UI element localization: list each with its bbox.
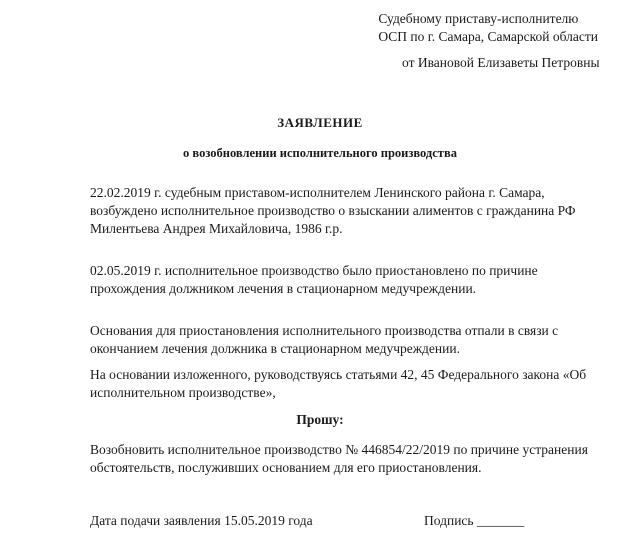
paragraph-line: прохождения должником лечения в стационарном медучреждении.	[90, 281, 477, 296]
paragraph-line: Основания для приостановления исполнительного производства отпали в связи с	[90, 323, 559, 338]
paragraph-line: исполнительном производстве»,	[90, 385, 276, 400]
paragraph	[90, 184, 610, 238]
paragraph-line: Возобновить исполнительное производство № 446854/22/2019 по причине устранения	[90, 442, 588, 457]
paragraph-line: обстоятельств, послуживших основанием для его приостановления.	[90, 460, 482, 475]
sender-line: от Ивановой Елизаветы Петровны	[402, 55, 600, 70]
paragraph-line: окончанием лечения должника в стационарном медучреждении.	[90, 341, 460, 356]
paragraph	[90, 262, 610, 298]
paragraph	[90, 441, 610, 477]
paragraph-line: 02.05.2019 г. исполнительное производство было приостановлено по причине	[90, 263, 538, 278]
paragraph-line: возбуждено исполнительное производство о взыскании алиментов с гражданина РФ	[90, 203, 576, 218]
addressee-line: ОСП по г. Самара, Самарской области	[378, 29, 598, 44]
request-heading: Прошу:	[296, 412, 344, 427]
addressee-block	[378, 10, 598, 46]
paragraph-line: 22.02.2019 г. судебным приставом-исполнителем Ленинского района г. Самара,	[90, 185, 545, 200]
submission-date: Дата подачи заявления 15.05.2019 года	[90, 513, 313, 528]
paragraph-line: На основании изложенного, руководствуясь статьями 42, 45 Федерального закона «Об	[90, 367, 587, 382]
paragraph	[90, 366, 610, 402]
paragraph-line: Милентьева Андрея Михайловича, 1986 г.р.	[90, 221, 343, 236]
signature-line: Подпись _______	[424, 513, 525, 528]
document-subtitle: о возобновлении исполнительного производства	[183, 146, 457, 160]
addressee-line: Судебному приставу-исполнителю	[378, 11, 579, 26]
paragraph	[90, 322, 610, 358]
document-title: ЗАЯВЛЕНИЕ	[277, 115, 363, 130]
